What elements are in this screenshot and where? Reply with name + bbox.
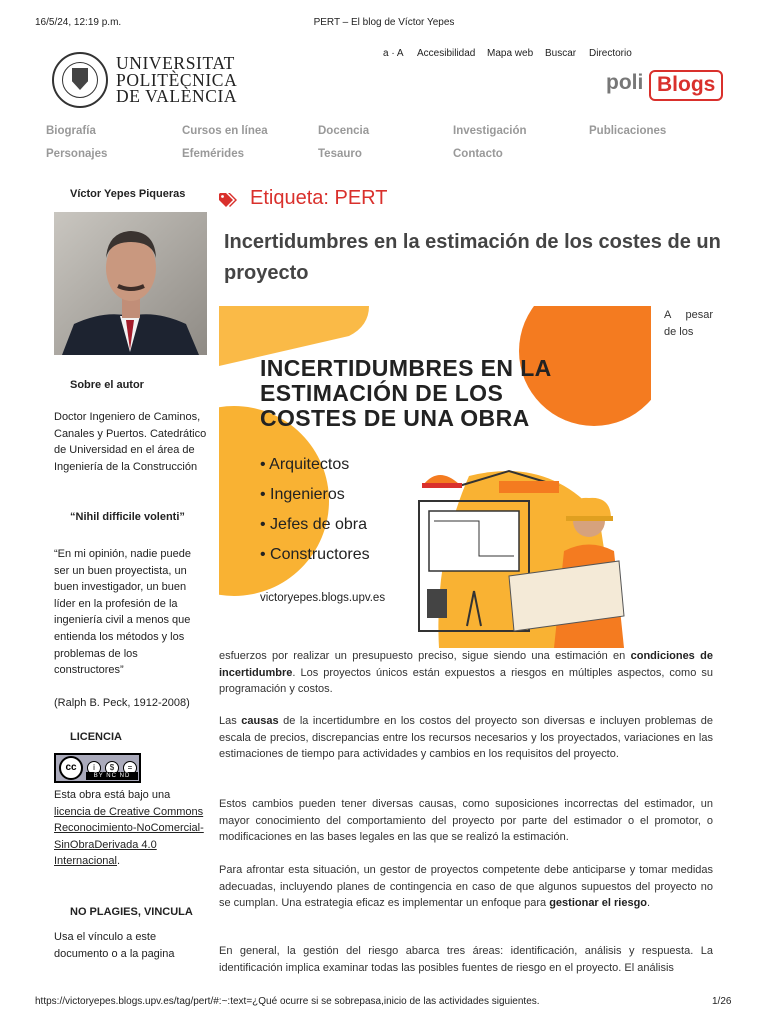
sitemap-link[interactable]: Mapa web (487, 48, 534, 59)
nav-efemerides[interactable]: Efemérides (182, 148, 245, 160)
motto-title: “Nihil difficile volenti” (70, 511, 185, 523)
nav-biografia[interactable]: Biografía (46, 125, 96, 137)
nav-tesauro[interactable]: Tesauro (318, 148, 362, 160)
font-size-toggle[interactable]: a · A (383, 48, 404, 59)
paragraph-5: En general, la gestión del riesgo abarca tres áreas: identificación, análisis y respuesta. La identificación implica examinar todas las posibles fuentes de riesgo en el proyecto. El análisis (219, 945, 713, 974)
paragraph-1: esfuerzos por realizar un presupuesto preciso, sigue siendo una estimación en condiciones de incertidumbre. Los proyectos únicos están expuestos a riesgos en múltiples aspectos, como su programación y costos. (219, 650, 713, 695)
print-title: PERT – El blog de Víctor Yepes (313, 17, 455, 28)
hero-heading: INCERTIDUMBRES EN LA ESTIMACIÓN DE LOS COSTES DE UNA OBRA (260, 355, 552, 431)
accessibility-link[interactable]: Accesibilidad (417, 48, 476, 59)
search-link[interactable]: Buscar (545, 48, 577, 59)
tag-archive-title: Etiqueta: PERT (250, 187, 388, 209)
noplagies-text: Usa el vínculo a este documento o a la pagina (54, 931, 175, 960)
print-datetime: 16/5/24, 12:19 p.m. (35, 17, 122, 28)
nav-docencia[interactable]: Docencia (318, 125, 370, 137)
post-title[interactable]: Incertidumbres en la estimación de los costes de un proyecto (224, 231, 721, 284)
intro-text-right: A pesar de los (664, 309, 713, 338)
author-name: Víctor Yepes Piqueras (70, 188, 186, 200)
tags-icon (219, 192, 241, 208)
post-hero-image[interactable] (219, 306, 651, 648)
paragraph-3: Estos cambios pueden tener diversas causas, como suposiciones incorrectas del estimador, un mayor conocimiento del comportamiento del proyecto por parte del estimador o el promotor, o modificaciones en las bases legales en las que se realizó la estimación. (219, 798, 713, 843)
paragraph-4: Para afrontar esta situación, un gestor de proyectos competente debe anticiparse y tomar medidas adecuadas, incluyendo planes de contingencia en caso de que algunos supuestos del proyecto no se cumplan. Una estrategia eficaz es implementar un enfoque para gestionar el riesgo. (219, 864, 713, 909)
poliblogs-logo-left[interactable]: poli (606, 71, 644, 94)
print-page-number: 1/26 (712, 996, 732, 1007)
print-url: https://victoryepes.blogs.upv.es/tag/pert/#:~:text=¿Qué ocurre si se sobrepasa,inicio de las actividades siguientes. (35, 996, 540, 1007)
quote-author: (Ralph B. Peck, 1912-2008) (54, 697, 190, 709)
author-photo (54, 212, 207, 355)
quote-text: “En mi opinión, nadie puede ser un buen proyectista, un buen investigador, un buen líder en la profesión de la ingeniería civil a menos que entienda los métodos y los problemas de los constructores” (54, 548, 191, 677)
license-title: LICENCIA (70, 731, 122, 743)
license-text: Esta obra está bajo una licencia de Creative Commons Reconocimiento-NoComercial-SinObraDerivada 4.0 Internacional. (54, 789, 204, 868)
cc-license-badge-icon[interactable]: cc i $ = BY NC ND (54, 753, 141, 783)
hero-url: victoryepes.blogs.upv.es (260, 592, 386, 604)
nav-personajes[interactable]: Personajes (46, 148, 108, 160)
nav-investigacion[interactable]: Investigación (453, 125, 527, 137)
directory-link[interactable]: Directorio (589, 48, 632, 59)
nav-contacto[interactable]: Contacto (453, 148, 503, 160)
hero-bullet-list: • Arquitectos • Ingenieros • Jefes de obra • Constructores (260, 456, 370, 563)
license-link[interactable]: licencia de Creative Commons Reconocimiento-NoComercial-SinObraDerivada 4.0 Internacional (54, 805, 204, 868)
university-seal-icon[interactable] (52, 52, 108, 108)
university-name[interactable]: UNIVERSITAT POLITÈCNICA DE VALÈNCIA (116, 53, 238, 106)
about-title: Sobre el autor (70, 379, 144, 391)
poliblogs-logo-right[interactable]: Blogs (649, 70, 723, 101)
paragraph-2: Las causas de la incertidumbre en los costos del proyecto son diversas e incluyen problemas de escala de precios, discrepancias entre los recursos necesarios y los proyectados, variaciones en las estimaciones de tiempo para actividades y cambios en los requisitos del proyecto. (219, 715, 713, 760)
nav-publicaciones[interactable]: Publicaciones (589, 125, 667, 137)
about-text: Doctor Ingeniero de Caminos, Canales y Puertos. Catedrático de Universidad en el área de Ingeniería de la Construcción (54, 411, 207, 473)
nav-cursos[interactable]: Cursos en línea (182, 125, 268, 137)
noplagies-title: NO PLAGIES, VINCULA (70, 906, 193, 918)
